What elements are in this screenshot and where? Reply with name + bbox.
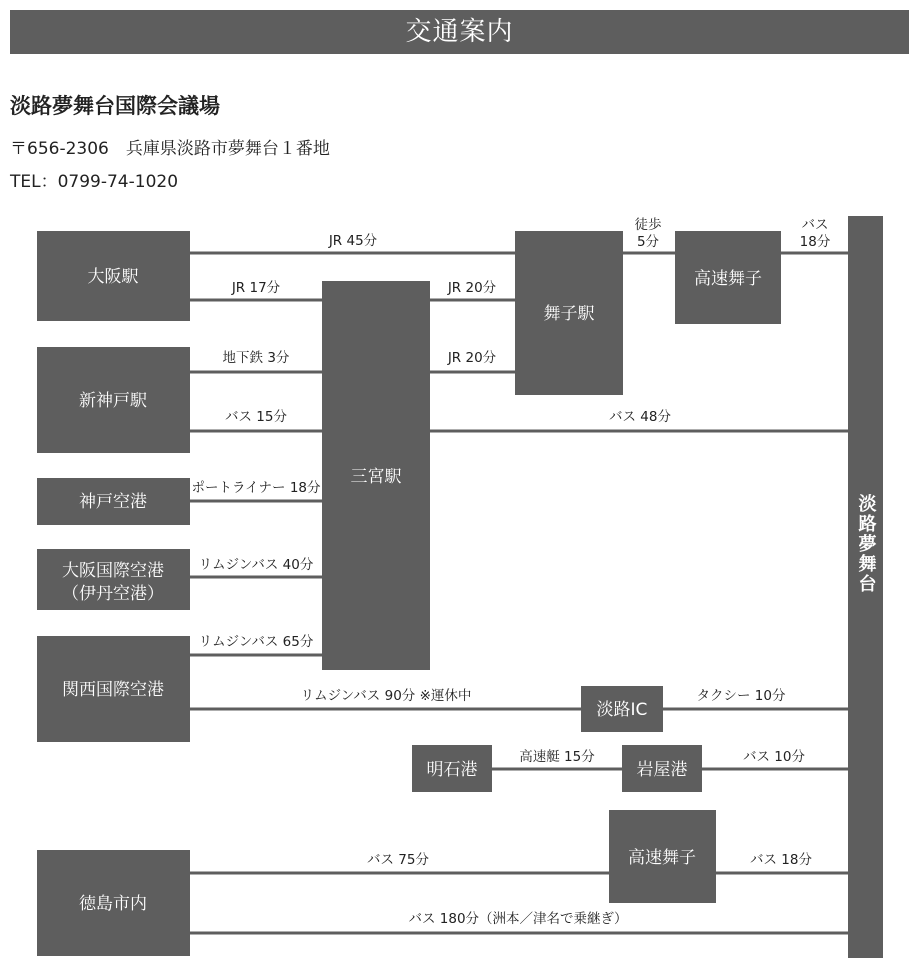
label-bus-75: バス 75分 bbox=[367, 852, 429, 868]
svg-text:淡路IC: 淡路IC bbox=[596, 700, 648, 720]
svg-text:徳島市内: 徳島市内 bbox=[79, 894, 147, 914]
venue-name: 淡路夢舞台国際会議場 bbox=[10, 94, 220, 118]
label-shinkobe-bus: バス 15分 bbox=[225, 409, 287, 425]
svg-text:（伊丹空港）: （伊丹空港） bbox=[62, 584, 164, 604]
label-shinkobe-subway: 地下鉄 3分 bbox=[222, 350, 290, 366]
page-title: 交通案内 bbox=[405, 17, 514, 47]
label-osaka-maiko: JR 45分 bbox=[328, 233, 378, 249]
svg-text:三宮駅: 三宮駅 bbox=[350, 467, 402, 487]
svg-text:高速舞子: 高速舞子 bbox=[628, 848, 696, 868]
node-maiko-station bbox=[515, 231, 623, 395]
node-awaji-yumebutai bbox=[848, 216, 883, 958]
venue-address: 〒656-2306 兵庫県淡路市夢舞台１番地 bbox=[10, 139, 330, 159]
node-iwaya-port bbox=[622, 745, 702, 792]
label-walk-2: 5分 bbox=[636, 234, 660, 250]
label-bus-48: バス 48分 bbox=[609, 409, 671, 425]
label-limousine-90: リムジンバス 90分 ※運休中 bbox=[300, 688, 472, 704]
label-walk-1: 徒歩 bbox=[634, 217, 662, 233]
label-sannomiya-maiko-1: JR 20分 bbox=[447, 280, 497, 296]
node-shinkobe-station bbox=[37, 347, 190, 453]
label-bus-maiko-1: バス bbox=[801, 217, 829, 233]
node-kosoku-maiko-2 bbox=[609, 810, 716, 903]
node-itami-airport bbox=[37, 549, 190, 610]
svg-text:大阪駅: 大阪駅 bbox=[87, 267, 139, 287]
svg-text:神戸空港: 神戸空港 bbox=[79, 492, 147, 512]
svg-text:新神戸駅: 新神戸駅 bbox=[79, 391, 147, 411]
svg-text:関西国際空港: 関西国際空港 bbox=[62, 680, 164, 700]
node-osaka-station bbox=[37, 231, 190, 321]
node-awaji-ic bbox=[581, 686, 663, 732]
svg-text:淡路夢舞台: 淡路夢舞台 bbox=[855, 494, 877, 594]
svg-text:大阪国際空港: 大阪国際空港 bbox=[62, 561, 164, 581]
label-bus-maiko-2: 18分 bbox=[799, 234, 831, 250]
svg-text:高速舞子: 高速舞子 bbox=[694, 269, 762, 289]
label-bus-18: バス 18分 bbox=[750, 852, 812, 868]
label-sannomiya-maiko-2: JR 20分 bbox=[447, 350, 497, 366]
venue-tel: TEL：0799-74-1020 bbox=[10, 172, 179, 192]
label-osaka-sannomiya: JR 17分 bbox=[231, 280, 281, 296]
node-kosoku-maiko bbox=[675, 231, 781, 324]
label-taxi-10: タクシー 10分 bbox=[696, 688, 786, 704]
svg-text:岩屋港: 岩屋港 bbox=[636, 760, 688, 780]
node-sannomiya-station bbox=[322, 281, 430, 670]
node-akashi-port bbox=[412, 745, 492, 792]
node-tokushima bbox=[37, 850, 190, 956]
label-bus-180: バス 180分（洲本／津名で乗継ぎ） bbox=[408, 911, 628, 927]
node-kobe-airport bbox=[37, 478, 190, 525]
node-kansai-airport bbox=[37, 636, 190, 742]
label-bus-10: バス 10分 bbox=[743, 749, 805, 765]
label-port-liner: ポートライナー 18分 bbox=[191, 480, 321, 496]
label-limousine-65: リムジンバス 65分 bbox=[198, 634, 314, 650]
label-jetfoil-15: 高速艇 15分 bbox=[519, 749, 595, 765]
label-limousine-40: リムジンバス 40分 bbox=[198, 557, 314, 573]
svg-text:舞子駅: 舞子駅 bbox=[543, 304, 595, 324]
svg-text:明石港: 明石港 bbox=[426, 760, 478, 780]
